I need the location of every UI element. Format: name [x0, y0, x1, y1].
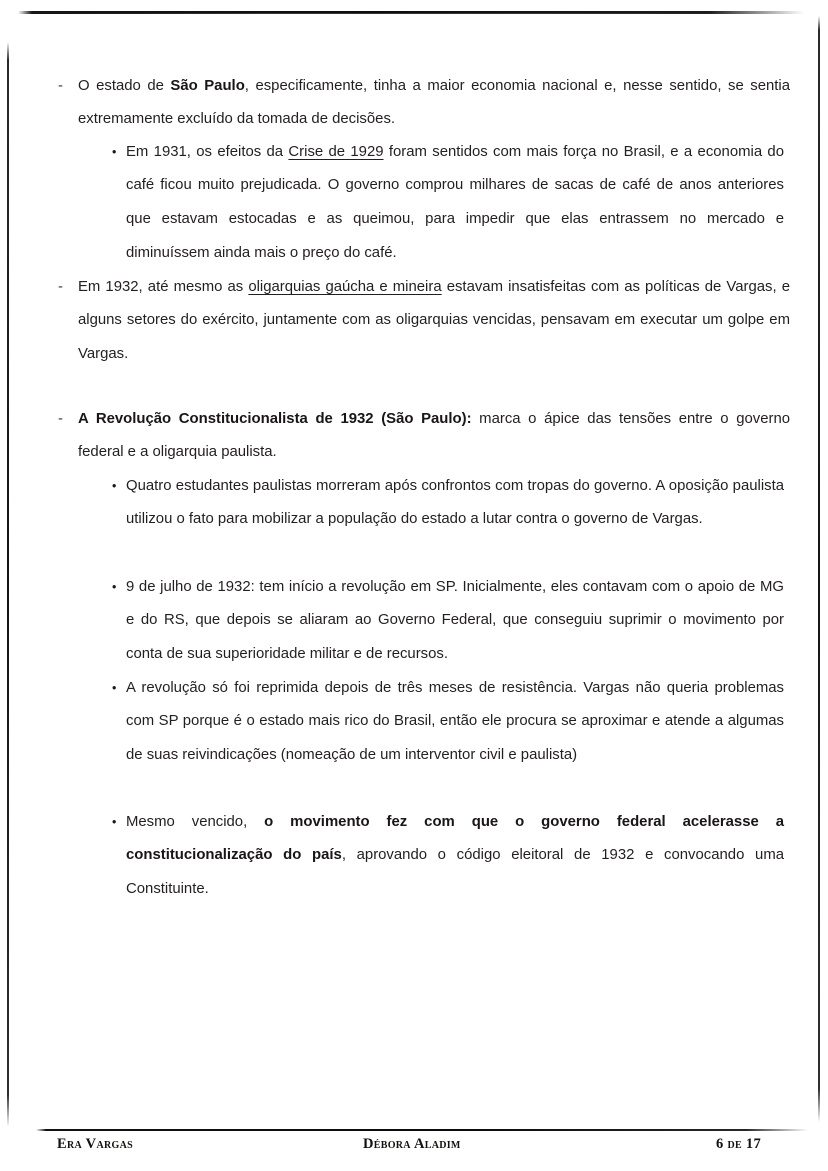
body-text: Em 1932, até mesmo as	[78, 278, 249, 295]
body-text: estavam insatisfeitas com as políticas de Vargas, e alguns setores do exército, juntamente com as oligarquias vencidas, pensavam em executar um golpe em Vargas.	[78, 278, 790, 363]
dash-marker-icon: -	[58, 278, 63, 295]
body-text: Quatro estudantes paulistas morreram após confrontos com tropas do governo. A oposição paulista utilizou o fato para mobilizar a população do estado a lutar contra o governo de Vargas.	[126, 477, 784, 528]
emphasis-text: o movimento fez com que o governo federal acelerasse a constitucionalização do país	[126, 813, 784, 864]
bullet-marker-icon: •	[112, 814, 117, 829]
body-text: 9 de julho de 1932: tem início a revolução em SP. Inicialmente, eles contavam com o apoio de MG e do RS, que depois se aliaram ao Governo Federal, que conseguiu suprimir o movimento por conta de sua superioridade militar e de recursos.	[126, 578, 784, 663]
bullet-marker-icon: •	[112, 680, 117, 695]
bullet-marker-icon: •	[112, 478, 117, 493]
dash-marker-icon: -	[58, 410, 63, 427]
underlined-term: Crise de 1929	[288, 143, 384, 160]
page-top-rule	[18, 11, 804, 14]
emphasis-text: A Revolução Constitucionalista de 1932 (São Paulo):	[78, 410, 472, 427]
page-left-rule	[7, 42, 9, 1127]
bullet-item-level2	[112, 672, 784, 773]
emphasis-text: São Paulo	[170, 77, 245, 94]
footer-page-number: 6 de 17	[716, 1136, 761, 1152]
footer-author: Débora Aladim	[363, 1136, 461, 1152]
body-text: A revolução só foi reprimida depois de três meses de resistência. Vargas não queria problemas com SP porque é o estado mais rico do Brasil, então ele procura se aproximar e atende a algumas de suas reivindicações (nomeação de um interventor civil e paulista)	[126, 679, 784, 764]
dash-marker-icon: -	[58, 77, 63, 94]
bullet-item-level2	[112, 470, 784, 537]
bullet-item-level1	[58, 271, 790, 372]
body-text: , especificamente, tinha a maior economia nacional e, nesse sentido, se sentia extremamente excluído da tomada de decisões.	[78, 77, 790, 128]
footer-divider-rule	[36, 1129, 808, 1131]
page-right-rule	[818, 16, 820, 1122]
underlined-term: oligarquias gaúcha e mineira	[248, 278, 442, 295]
bullet-item-level2	[112, 806, 784, 907]
footer-title: Era Vargas	[57, 1136, 133, 1152]
bullet-item-level2	[112, 136, 784, 270]
body-text: O estado de	[78, 77, 171, 94]
body-text: , aprovando o código eleitoral de 1932 e convocando uma Constituinte.	[126, 847, 785, 898]
bullet-item-level2	[112, 571, 784, 672]
bullet-marker-icon: •	[112, 144, 117, 159]
body-text: Mesmo vencido,	[126, 813, 265, 830]
body-text: Em 1931, os efeitos da	[126, 143, 289, 160]
bullet-marker-icon: •	[112, 579, 117, 594]
body-text: marca o ápice das tensões entre o governo federal e a oligarquia paulista.	[78, 410, 791, 461]
bullet-item-level1	[58, 70, 790, 137]
bullet-item-level1	[58, 403, 790, 470]
body-text: foram sentidos com mais força no Brasil, e a economia do café ficou muito prejudicada. O governo comprou milhares de sacas de café de anos anteriores que estavam estocadas e as queimou, para impedir que elas entrassem no mercado e diminuíssem ainda mais o preço do café.	[126, 143, 784, 261]
page-footer	[0, 1136, 828, 1158]
